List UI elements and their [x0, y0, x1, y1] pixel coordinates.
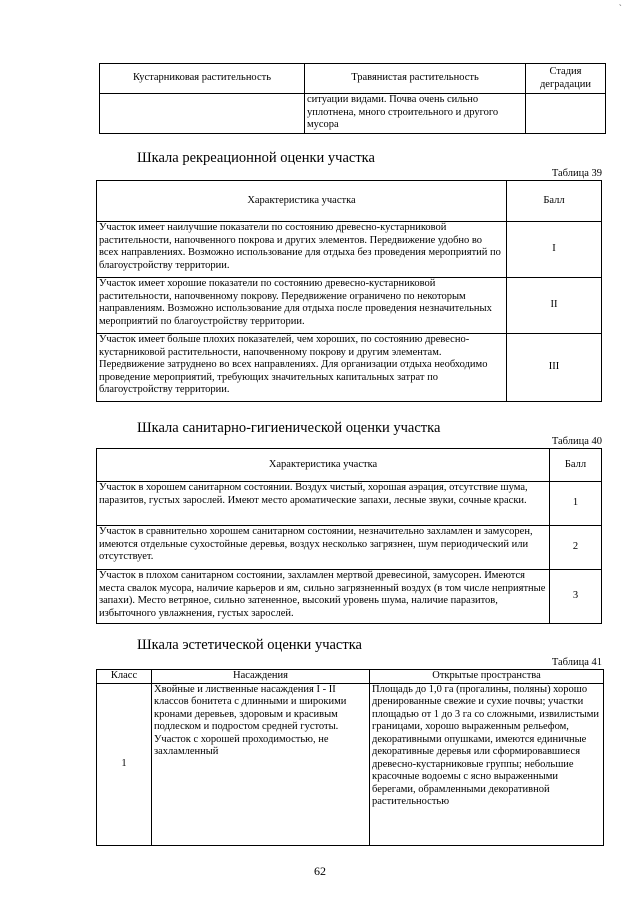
t39-row1-score: I — [507, 222, 602, 278]
top-cell-herb: ситуации видами. Почва очень сильно уплотнена, много строительного и другого мусора — [305, 94, 526, 134]
table41-title: Шкала эстетической оценки участка — [137, 637, 362, 653]
t39-row3-score: III — [507, 334, 602, 402]
t40-row1-text: Участок в хорошем санитарном состоянии. Воздух чистый, хорошая аэрация, отсутствие шума, паразитов, густых зарослей. Имеют место ароматические запахи, лесные звуки, сочные краски. — [97, 482, 550, 526]
t39-header-characteristic: Характеристика участка — [97, 181, 507, 222]
table-row — [97, 683, 604, 845]
table39-label: Таблица 39 — [551, 168, 602, 179]
t39-row3-text: Участок имеет больше плохих показателей, чем хороших, по состоянию древесно-кустарниковой растительности, напочвенному покрову и другим элементам. Передвижение затруднено во всех направлениях. Для организации отдыха необходимо проведение мероприятий, требующих значительных капитальных затрат по благоустройству территории. — [97, 334, 507, 402]
t41-header-class: Класс — [97, 670, 152, 684]
t39-header-score: Балл — [507, 181, 602, 222]
t39-row1-text: Участок имеет наилучшие показатели по состоянию древесно-кустарниковой растительности, напочвенного покрова и других элементов. Передвижение удобно во всех направлениях. Возможно использование для отдыха без проведения мероприятий по благоустройству территории. — [97, 222, 507, 278]
top-cell-stage — [526, 94, 606, 134]
table-41 — [96, 669, 604, 846]
header-shrub: Кустарниковая растительность — [100, 64, 305, 94]
t41-header-plantings: Насаждения — [152, 670, 370, 684]
table-row — [97, 482, 602, 526]
t41-header-open: Открытые пространства — [370, 670, 604, 684]
table39-title: Шкала рекреационной оценки участка — [137, 150, 375, 166]
t41-row1-class: 1 — [97, 683, 152, 845]
table40-label: Таблица 40 — [551, 436, 602, 447]
header-herb: Травянистая растительность — [305, 64, 526, 94]
table-39 — [96, 180, 602, 402]
t41-row1-open: Площадь до 1,0 га (прогалины, поляны) хорошо дренированные свежие и сухие почвы; участки площадью от 1 до 3 га со сложными, извилистыми границами, хорошо выраженным рельефом, декоративными опушками, имеются единичные декоративные деревья или сформировавшиеся древесно-кустарниковые группы; небольшие красочные водоемы с ясно выраженными берегами, обрамленными декоративной растительностью — [370, 683, 604, 845]
top-cell-shrub — [100, 94, 305, 134]
table-row — [97, 526, 602, 570]
top-table — [99, 63, 606, 134]
t39-row2-text: Участок имеет хорошие показатели по состоянию древесно-кустарниковой растительности, напочвенному покрову. Передвижение ограничено по некоторым направлениям. Возможно использование для отдыха после проведения незначительных мероприятий по благоустройству территории. — [97, 278, 507, 334]
t40-row1-score: 1 — [550, 482, 602, 526]
t41-row1-plantings: Хвойные и лиственные насаждения I - II классов бонитета с длинными и широкими кронами деревьев, здоровым и красивым подлеском и подростом средней густоты. Участок с хорошей проходимостью, не захламленный — [152, 683, 370, 845]
table40-title: Шкала санитарно-гигиенической оценки участка — [137, 420, 441, 436]
t40-row2-score: 2 — [550, 526, 602, 570]
corner-mark: ` — [618, 4, 622, 15]
t39-row2-score: II — [507, 278, 602, 334]
table41-label: Таблица 41 — [551, 657, 602, 668]
table-row — [97, 278, 602, 334]
table-40 — [96, 448, 602, 624]
t40-header-score: Балл — [550, 449, 602, 482]
t40-row3-text: Участок в плохом санитарном состоянии, захламлен мертвой древесиной, замусорен. Имеются места свалок мусора, наличие карьеров и ям, сильно загрязненный воздух (в том числе неприятные запахи). Место ветряное, сильно затененное, высокий уровень шума, наличие паразитов, избыточного увлажнения, густых зарослей. — [97, 570, 550, 624]
t40-row2-text: Участок в сравнительно хорошем санитарном состоянии, незначительно захламлен и замусорен, имеются отдельные сухостойные деревья, воздух несколько загрязнен, шум периодический или отсутствует. — [97, 526, 550, 570]
page-number: 62 — [314, 864, 326, 878]
table-row — [97, 570, 602, 624]
t40-header-characteristic: Характеристика участка — [97, 449, 550, 482]
t40-row3-score: 3 — [550, 570, 602, 624]
header-stage: Стадия деградации — [526, 64, 606, 94]
table-row — [97, 334, 602, 402]
table-row — [97, 222, 602, 278]
